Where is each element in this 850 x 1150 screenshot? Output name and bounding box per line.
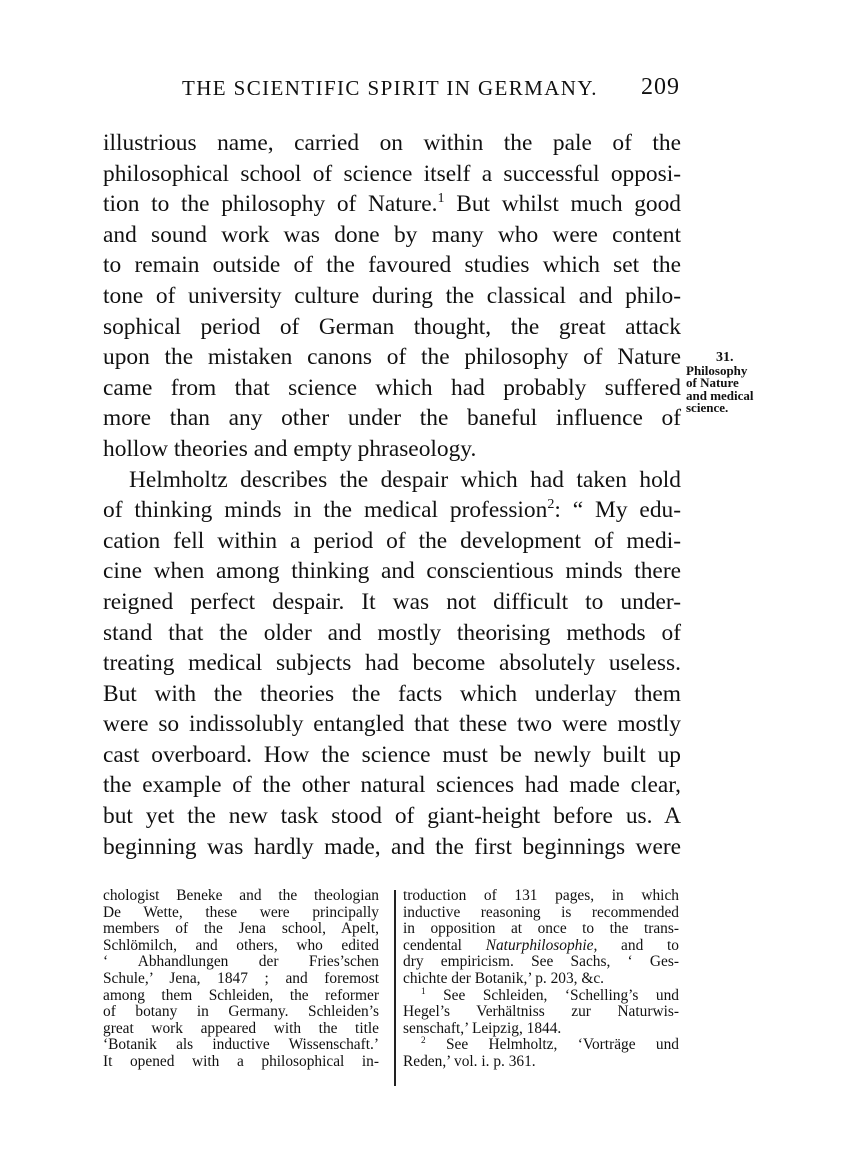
text-line: reigned perfect despair. It was not difficult to under- [103,588,681,615]
text-line: the example of the other natural sciences had made clear, [103,772,681,799]
footnote-line-part: and to [597,936,680,954]
footnote-line: De Wette, these were principally [103,903,379,921]
footnote-line: great work appeared with the title [103,1019,379,1037]
text-line: tone of university culture during the classical and philo- [103,282,681,309]
text-line: philosophical school of science itself a successful opposi- [103,160,681,187]
footnote-divider [394,890,396,1086]
footnote-line: in opposition at once to the trans- [403,920,679,938]
footnote-line: Hegel’s Verhältniss zur Naturwis- [403,1003,679,1021]
footnote-line: dry empiricism. See Sachs, ‘ Ges- [403,953,679,971]
footnote-line: inductive reasoning is recommended [403,903,679,921]
paragraph-2 [103,465,681,863]
text-line: illustrious name, carried on within the pale of the [103,130,681,156]
text-line [103,495,681,526]
footnote-marker: 1 [421,985,426,996]
text-line-part: : “ My edu- [554,497,681,524]
margin-note-line: of Nature [686,375,739,390]
text-line: upon the mistaken canons of the philosophy of Nature [103,344,681,371]
main-text [103,128,681,862]
footnote-line: among them Schleiden, the reformer [103,986,379,1004]
footnote-line: ‘ Abhandlungen der Fries’schen [103,953,379,971]
footnote-line [403,1037,679,1054]
text-line: hollow theories and empty phraseology. [103,435,477,462]
footnote-column-left [103,888,379,1071]
margin-note-number: 31. [716,350,734,365]
paragraph-1 [103,128,681,465]
footnote-line [403,938,679,955]
margin-note-line: and medical [686,387,754,403]
text-line: but yet the new task stood of giant-height before us. A [103,803,681,830]
text-line: cine when among thinking and conscientious minds there [103,558,681,585]
footnote-line: troduction of 131 pages, in which [403,887,679,904]
italic-term: Naturphilosophie, [485,936,598,954]
text-line: sophical period of German thought, the great attack [103,313,681,340]
text-line: cast overboard. How the science must be newly built up [103,741,681,768]
margin-note [686,352,776,415]
text-line-part: But whilst much good [444,191,681,218]
footnote-line: ‘Botanik als inductive Wissenschaft.’ [103,1036,379,1054]
text-line: But with the theories the facts which underlay them [103,680,681,707]
footnote-column-right [403,888,679,1071]
footnote-line-part: See Schleiden, ‘Schelling’s und [425,986,679,1004]
footnote-ref: 2 [547,496,555,513]
footnote-line: members of the Jena school, Apelt, [103,920,379,938]
margin-note-line: science. [686,400,729,415]
text-line: stand that the older and mostly theorising methods of [103,619,681,646]
text-line: Helmholtz describes the despair which had taken hold [129,466,681,493]
text-line: and sound work was done by many who were content [103,221,681,248]
text-line: came from that science which had probably suffered [103,374,681,401]
text-line: cation fell within a period of the development of medi- [103,527,681,554]
footnote-line: Schlömilch, and others, who edited [103,936,379,954]
text-line: beginning was hardly made, and the first beginnings were [103,833,681,860]
footnote-line: Schule,’ Jena, 1847 ; and foremost [103,969,379,987]
footnote-line: chichte der Botanik,’ p. 203, &c. [403,969,605,987]
footnote-line: chologist Beneke and the theologian [103,887,379,904]
text-line [103,189,681,220]
page-number: 209 [641,74,680,100]
text-line-part: of thinking minds in the medical profession [103,497,548,524]
text-line: treating medical subjects had become absolutely useless. [103,650,681,677]
footnote-line [403,985,679,1005]
margin-note-line: Philosophy [686,362,748,378]
footnote-line: senschaft,’ Leipzig, 1844. [403,1019,562,1037]
footnote-line: Reden,’ vol. i. p. 361. [403,1052,536,1070]
footnote-ref: 1 [437,190,445,207]
footnote-line-part: See Helmholtz, ‘Vorträge und [425,1036,679,1054]
footnote-marker: 2 [421,1035,426,1046]
text-line: were so indissolubly entangled that these two were mostly [103,711,681,738]
running-head: THE SCIENTIFIC SPIRIT IN GERMANY. [182,76,598,100]
footnote-line: It opened with a philosophical in- [103,1052,379,1070]
text-line: to remain outside of the favoured studies which set the [103,252,681,279]
footnote-line: of botany in Germany. Schleiden’s [103,1003,379,1021]
text-line: more than any other under the baneful influence of [103,405,681,432]
text-line-part: tion to the philosophy of Nature. [103,191,438,218]
footnote-line-part: cendental [403,936,486,954]
